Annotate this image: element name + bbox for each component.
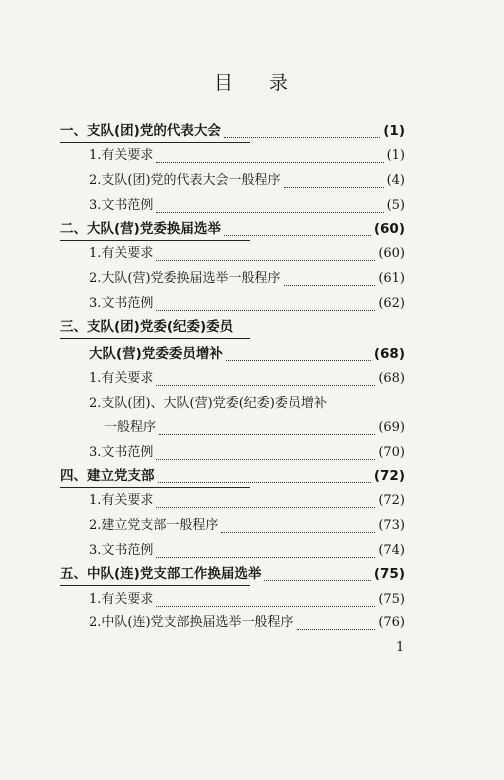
- toc-section-4: [60, 466, 405, 486]
- toc-item: 3.文书范例 (70): [89, 445, 405, 460]
- toc-entry-title: 一、支队(团)党的代表大会: [60, 123, 221, 139]
- toc-section-2: [60, 219, 405, 239]
- toc-item: 2.中队(连)党支部换届选举一般程序 (76): [89, 615, 405, 630]
- toc-item: 1.有关要求 (68): [89, 371, 405, 386]
- toc-entry-title: 四、建立党支部: [60, 468, 155, 484]
- toc-entry-title: 三、支队(团)党委(纪委)委员: [60, 319, 234, 335]
- toc-section-3: [60, 317, 405, 337]
- toc-item: 3.文书范例 (74): [89, 543, 405, 558]
- toc-item-cont: 一般程序 (69): [104, 420, 405, 435]
- section-5-underline: [60, 585, 250, 586]
- page-number: 1: [396, 640, 405, 655]
- toc-entry-page: (75): [373, 566, 405, 582]
- toc-section-3-cont: 大队(营)党委委员增补 (68): [89, 346, 405, 362]
- title-char-left: 目: [213, 72, 235, 94]
- toc-entry-title: 二、大队(营)党委换届选举: [60, 221, 221, 237]
- toc-section-5: [60, 564, 405, 584]
- toc-item: 2.大队(营)党委换届选举一般程序 (61): [89, 271, 405, 286]
- section-3-underline: [60, 338, 250, 339]
- section-2-underline: [60, 240, 250, 241]
- toc-item: 1.有关要求 (72): [89, 493, 405, 508]
- toc-entry-page: (60): [373, 221, 405, 237]
- toc-entry-page: (1): [383, 123, 405, 139]
- toc-entry-title: 五、中队(连)党支部工作换届选举: [60, 566, 262, 582]
- toc-entry-page: (72): [373, 468, 405, 484]
- section-1-underline: [60, 142, 250, 143]
- toc-item: 1.有关要求 (75): [89, 592, 405, 607]
- toc-item: 3.文书范例 (62): [89, 296, 405, 311]
- toc-item: 2.建立党支部一般程序 (73): [89, 518, 405, 533]
- section-4-underline: [60, 487, 250, 488]
- toc-item: 1.有关要求 (1): [89, 148, 405, 163]
- toc-item: 3.文书范例 (5): [89, 198, 405, 213]
- toc-item: 1.有关要求 (60): [89, 246, 405, 261]
- toc-section-1: [60, 121, 405, 141]
- toc-item: 2.支队(团)、大队(营)党委(纪委)委员增补: [89, 396, 327, 411]
- title-char-right: 录: [269, 72, 291, 94]
- toc-item: 2.支队(团)党的代表大会一般程序 (4): [89, 173, 405, 188]
